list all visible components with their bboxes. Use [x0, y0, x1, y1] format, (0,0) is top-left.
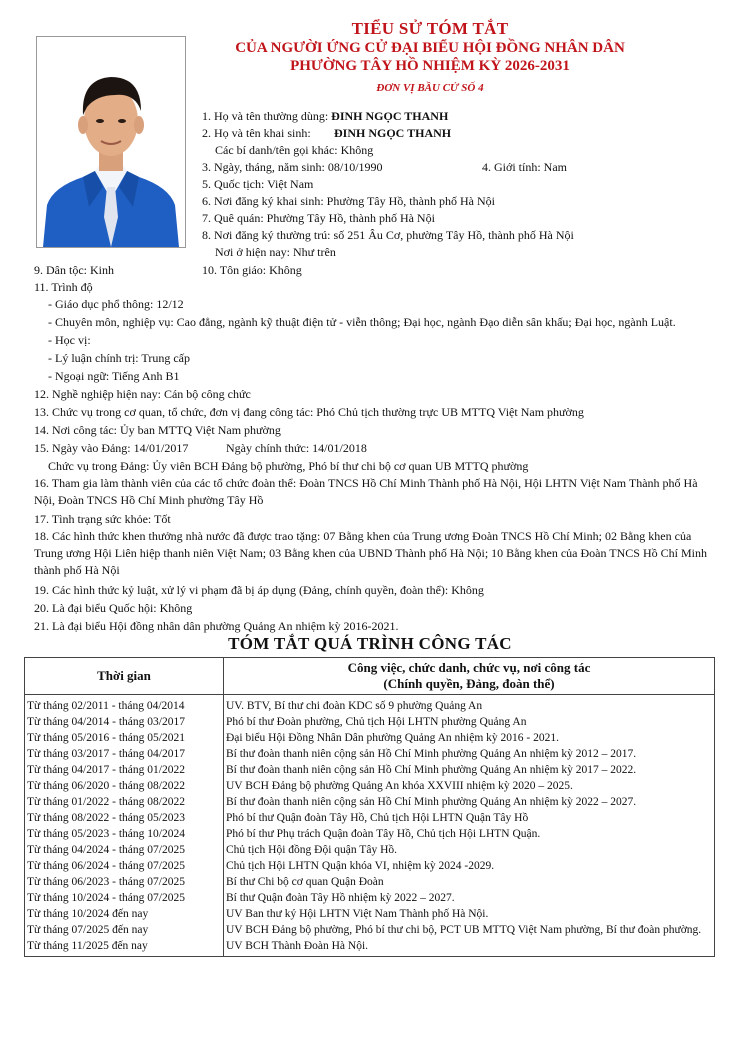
career-time-cell: Từ tháng 04/2014 - tháng 03/2017	[25, 714, 224, 730]
career-work-cell: Bí thư đoàn thanh niên cộng sản Hồ Chí Minh phường Quảng An nhiệm kỳ 2022 – 2027.	[224, 794, 715, 810]
career-time-cell: Từ tháng 02/2011 - tháng 04/2014	[25, 695, 224, 715]
field-general-education: - Giáo dục phổ thông: 12/12	[48, 297, 184, 311]
field-party-position: Chức vụ trong Đảng: Ủy viên BCH Đảng bộ phường, Phó bí thư chi bộ cơ quan UB MTTQ phường	[48, 459, 529, 473]
field-permanent-address: 8. Nơi đăng ký thường trú: số 251 Âu Cơ, phường Tây Hồ, thành phố Hà Nội	[202, 228, 574, 242]
table-row	[25, 874, 715, 890]
electoral-unit: ĐƠN VỊ BẦU CỬ SỐ 4	[376, 82, 484, 94]
career-work-cell: UV. BTV, Bí thư chi đoàn KDC số 9 phường Quảng An	[224, 695, 715, 715]
table-row	[25, 695, 715, 715]
table-row	[25, 778, 715, 794]
field-dob: 3. Ngày, tháng, năm sinh: 08/10/1990	[202, 160, 383, 174]
career-work-cell: UV BCH Đảng bộ phường, Phó bí thư chi bộ, PCT UB MTTQ Việt Nam phường, Bí thư đoàn phường.	[224, 922, 715, 938]
field-national-assembly: 20. Là đại biểu Quốc hội: Không	[34, 601, 193, 615]
field-birth-name	[202, 125, 311, 141]
table-row	[25, 890, 715, 906]
field-foreign-language: - Ngoại ngữ: Tiếng Anh B1	[48, 369, 180, 383]
table-row	[25, 826, 715, 842]
document-subtitle-2: PHƯỜNG TÂY HỒ NHIỆM KỲ 2026-2031	[290, 58, 570, 74]
career-time-cell: Từ tháng 03/2017 - tháng 04/2017	[25, 746, 224, 762]
table-row	[25, 938, 715, 957]
field-education-heading: 11. Trình độ	[34, 280, 93, 294]
career-header-time: Thời gian	[25, 658, 224, 695]
table-row	[25, 746, 715, 762]
table-row	[25, 922, 715, 938]
career-time-cell: Từ tháng 05/2023 - tháng 10/2024	[25, 826, 224, 842]
career-table-header	[25, 658, 715, 695]
career-work-cell: Bí thư đoàn thanh niên cộng sản Hồ Chí Minh phường Quảng An nhiệm kỳ 2017 – 2022.	[224, 762, 715, 778]
document-title: TIỂU SỬ TÓM TẮT	[351, 19, 509, 38]
field-birth-name-value: ĐINH NGỌC THANH	[334, 126, 452, 140]
field-professional-qualification: - Chuyên môn, nghiệp vụ: Cao đẳng, ngành kỹ thuật điện tử - viễn thông; Đại học, ngành Đạo diễn sân khấu; Đại học, ngành Luật.	[48, 315, 676, 329]
field-common-name-label: 1. Họ và tên thường dùng:	[202, 109, 332, 123]
field-birth-name-label: 2. Họ và tên khai sinh:	[202, 126, 311, 140]
career-work-cell: Chủ tịch Hội LHTN Quận khóa VI, nhiệm kỳ 2024 -2029.	[224, 858, 715, 874]
field-common-name	[202, 108, 448, 124]
career-work-cell: Đại biểu Hội Đồng Nhân Dân phường Quảng An nhiệm kỳ 2016 - 2021.	[224, 730, 715, 746]
field-political-theory: - Lý luận chính trị: Trung cấp	[48, 351, 190, 365]
table-row	[25, 762, 715, 778]
career-work-cell: UV BCH Đảng bộ phường Quảng An khóa XXVIII nhiệm kỳ 2020 – 2025.	[224, 778, 715, 794]
field-discipline: 19. Các hình thức kỷ luật, xử lý vi phạm đã bị áp dụng (Đảng, chính quyền, đoàn thể): Không	[34, 583, 484, 597]
table-row	[25, 810, 715, 826]
career-work-cell: Phó bí thư Đoàn phường, Chủ tịch Hội LHTN phường Quảng An	[224, 714, 715, 730]
portrait-illustration	[37, 37, 185, 247]
career-time-cell: Từ tháng 01/2022 - tháng 08/2022	[25, 794, 224, 810]
career-header-work	[224, 658, 715, 695]
career-time-cell: Từ tháng 04/2017 - tháng 01/2022	[25, 762, 224, 778]
career-work-cell: UV BCH Thành Đoàn Hà Nội.	[224, 938, 715, 957]
career-section-title: TÓM TẮT QUÁ TRÌNH CÔNG TÁC	[228, 634, 512, 653]
career-time-cell: Từ tháng 08/2022 - tháng 05/2023	[25, 810, 224, 826]
table-row	[25, 842, 715, 858]
table-row	[25, 730, 715, 746]
career-work-cell: UV Ban thư ký Hội LHTN Việt Nam Thành phố Hà Nội.	[224, 906, 715, 922]
table-row	[25, 794, 715, 810]
field-party-official-date: Ngày chính thức: 14/01/2018	[226, 441, 367, 455]
career-time-cell: Từ tháng 10/2024 - tháng 07/2025	[25, 890, 224, 906]
career-work-cell: Bí thư Chi bộ cơ quan Quận Đoàn	[224, 874, 715, 890]
document-header	[190, 18, 670, 96]
field-awards: 18. Các hình thức khen thưởng nhà nước đã được trao tặng: 07 Bằng khen của Trung ương Đoàn TNCS Hồ Chí Minh; 02 Bằng khen của Trung ương Hội Liên hiệp thanh niên Việt Nam; 03 Bằng khen của UBND Thành phố Hà Nội; 10 Bằng khen của Đoàn TNCS Hồ Chí Minh thành phố Hà Nội	[34, 529, 707, 577]
field-religion: 10. Tôn giáo: Không	[202, 263, 302, 277]
table-row	[25, 714, 715, 730]
field-position: 13. Chức vụ trong cơ quan, tổ chức, đơn vị đang công tác: Phó Chủ tịch thường trực UB MTTQ Việt Nam phường	[34, 405, 584, 419]
field-alias: Các bí danh/tên gọi khác: Không	[215, 143, 374, 157]
field-organizations: 16. Tham gia làm thành viên của các tổ chức đoàn thể: Đoàn TNCS Hồ Chí Minh Thành phố Hà Nội, Hội LHTN Việt Nam Thành phố Hà Nội, Đoàn TNCS Hồ Chí Minh phường Tây Hồ	[34, 476, 698, 507]
field-hometown: 7. Quê quán: Phường Tây Hồ, thành phố Hà Nội	[202, 211, 435, 225]
career-work-cell: Bí thư đoàn thanh niên cộng sản Hồ Chí Minh phường Quảng An nhiệm kỳ 2012 – 2017.	[224, 746, 715, 762]
career-table-body	[25, 695, 715, 957]
document-subtitle-1: CỦA NGƯỜI ỨNG CỬ ĐẠI BIỂU HỘI ĐỒNG NHÂN DÂN	[235, 40, 625, 56]
career-work-cell: Phó bí thư Quận đoàn Tây Hồ, Chủ tịch Hội LHTN Quận Tây Hồ	[224, 810, 715, 826]
field-academic-degree: - Học vị:	[48, 333, 91, 347]
career-time-cell: Từ tháng 06/2020 - tháng 08/2022	[25, 778, 224, 794]
career-time-cell: Từ tháng 06/2023 - tháng 07/2025	[25, 874, 224, 890]
career-header-work-line2: (Chính quyền, Đảng, đoàn thể)	[383, 676, 555, 691]
career-time-cell: Từ tháng 06/2024 - tháng 07/2025	[25, 858, 224, 874]
field-gender: 4. Giới tính: Nam	[482, 160, 568, 174]
career-work-cell: Chủ tịch Hội đồng Đội quận Tây Hồ.	[224, 842, 715, 858]
career-time-cell: Từ tháng 07/2025 đến nay	[25, 922, 224, 938]
field-current-address: Nơi ở hiện nay: Như trên	[215, 245, 336, 259]
career-time-cell: Từ tháng 04/2024 - tháng 07/2025	[25, 842, 224, 858]
field-common-name-value: ĐINH NGỌC THANH	[331, 109, 449, 123]
field-nationality: 5. Quốc tịch: Việt Nam	[202, 177, 314, 191]
field-birth-registration: 6. Nơi đăng ký khai sinh: Phường Tây Hồ, thành phố Hà Nội	[202, 194, 495, 208]
career-time-cell: Từ tháng 05/2016 - tháng 05/2021	[25, 730, 224, 746]
field-ethnicity: 9. Dân tộc: Kinh	[34, 263, 114, 277]
table-row	[25, 906, 715, 922]
career-work-cell: Bí thư Quận đoàn Tây Hồ nhiệm kỳ 2022 – 2027.	[224, 890, 715, 906]
field-occupation: 12. Nghề nghiệp hiện nay: Cán bộ công chức	[34, 387, 251, 401]
career-work-cell: Phó bí thư Phụ trách Quận đoàn Tây Hồ, Chủ tịch Hội LHTN Quận.	[224, 826, 715, 842]
career-time-cell: Từ tháng 11/2025 đến nay	[25, 938, 224, 957]
portrait-photo	[36, 36, 186, 248]
field-health: 17. Tình trạng sức khỏe: Tốt	[34, 512, 171, 526]
field-council-member: 21. Là đại biểu Hội đồng nhân dân phường Quảng An nhiệm kỳ 2016-2021.	[34, 619, 399, 633]
career-time-cell: Từ tháng 10/2024 đến nay	[25, 906, 224, 922]
career-table	[24, 657, 715, 957]
field-party-join-date: 15. Ngày vào Đảng: 14/01/2017	[34, 441, 189, 455]
career-header-work-line1: Công việc, chức danh, chức vụ, nơi công tác	[347, 660, 591, 675]
field-workplace: 14. Nơi công tác: Ủy ban MTTQ Việt Nam phường	[34, 423, 281, 437]
table-row	[25, 858, 715, 874]
